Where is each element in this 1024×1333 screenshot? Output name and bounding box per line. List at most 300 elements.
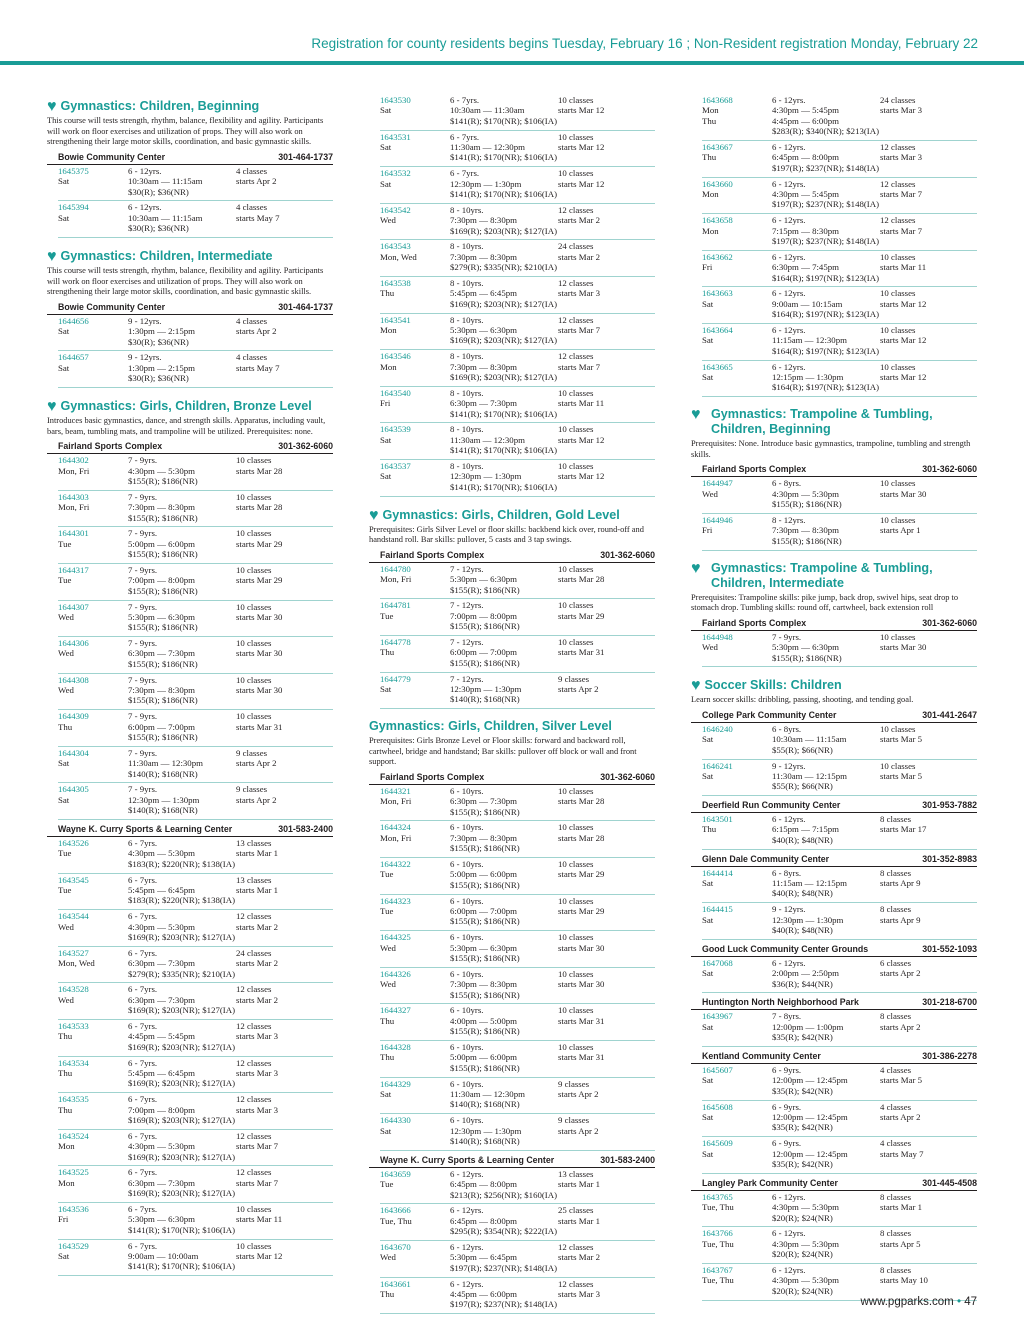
course-code[interactable]: 1643661	[380, 1278, 411, 1289]
class-entry	[58, 1093, 333, 1130]
course-code[interactable]: 1643666	[380, 1205, 411, 1216]
class-fee: $169(R); $203(NR); $127(IA)	[128, 1151, 236, 1162]
class-day: Tue, Thu	[702, 1202, 734, 1213]
course-code[interactable]: 1643540	[380, 387, 411, 398]
course-code[interactable]: 1644946	[702, 514, 733, 525]
course-code[interactable]: 1647068	[702, 957, 733, 968]
class-time: 6:30pm — 7:30pm	[128, 994, 195, 1005]
course-code[interactable]: 1643766	[702, 1228, 733, 1239]
course-code[interactable]: 1643663	[702, 288, 733, 299]
course-code[interactable]: 1643667	[702, 142, 733, 152]
course-code[interactable]: 1643529	[58, 1240, 89, 1251]
class-count: 10 classes	[880, 478, 916, 489]
age-range: 6 - 12yrs.	[772, 95, 806, 105]
age-range: 6 - 7yrs.	[128, 1021, 158, 1032]
course-code[interactable]: 1644947	[702, 478, 733, 489]
class-time: 7:00pm — 8:00pm	[128, 1104, 195, 1115]
age-range: 6 - 12yrs.	[772, 814, 806, 825]
section-title	[691, 407, 977, 437]
class-entry	[58, 637, 333, 674]
course-code[interactable]: 1643662	[702, 251, 733, 262]
class-day: Mon	[58, 1177, 75, 1188]
header-rule	[0, 61, 1024, 65]
course-code[interactable]: 1643528	[58, 984, 89, 995]
class-count: 12 classes	[558, 1278, 594, 1289]
class-time: 5:45pm — 6:45pm	[128, 1068, 195, 1079]
age-range: 8 - 10yrs.	[450, 424, 484, 435]
venue-header	[369, 771, 655, 785]
class-count: 24 classes	[880, 95, 916, 105]
class-fee: $140(R); $168(NR)	[450, 1099, 520, 1110]
age-range: 7 - 9yrs.	[128, 638, 158, 649]
age-range: 7 - 8yrs.	[772, 1011, 802, 1022]
class-count: 10 classes	[236, 455, 272, 466]
venue-name: Langley Park Community Center	[702, 1177, 838, 1188]
class-time: 4:45pm — 6:00pm	[450, 1288, 517, 1299]
course-code[interactable]: 1644778	[380, 636, 411, 647]
start-date: starts Mar 28	[236, 465, 283, 476]
age-range: 6 - 7yrs.	[128, 1057, 158, 1068]
heart-icon: ♥	[691, 406, 701, 424]
course-code[interactable]: 1643660	[702, 178, 733, 189]
page-number: 47	[964, 1296, 977, 1308]
course-code[interactable]: 1643545	[58, 874, 89, 885]
course-code[interactable]: 1644321	[380, 785, 411, 796]
class-time: 4:30pm — 5:45pm	[772, 188, 839, 199]
course-code[interactable]: 1644657	[58, 352, 89, 363]
class-count: 9 classes	[236, 747, 268, 758]
course-code[interactable]: 1644308	[58, 674, 89, 685]
class-day: Sat	[702, 1148, 714, 1159]
venue-name: Huntington North Neighborhood Park	[702, 997, 859, 1008]
age-range: 6 - 10yrs.	[450, 822, 484, 833]
course-code[interactable]: 1645609	[702, 1138, 733, 1149]
start-date: starts Mar 3	[880, 105, 923, 116]
course-code[interactable]: 1643532	[380, 168, 411, 179]
course-description: Introduces basic gymnastics, dance, and strength skills. Apparatus, including vault, bars, beam, tumbling mats, and trampoline will be utilized. Prerequisites: none.	[47, 415, 326, 436]
class-time: 7:30pm — 8:30pm	[772, 525, 839, 536]
class-time: 4:30pm — 5:30pm	[772, 1275, 839, 1286]
class-fee: $169(R); $203(NR); $127(IA)	[128, 1041, 236, 1052]
class-count: 4 classes	[880, 1138, 912, 1149]
class-fee: $155(R); $186(NR)	[128, 695, 198, 706]
start-date: starts Mar 12	[558, 105, 605, 116]
start-date: starts Mar 31	[558, 1015, 605, 1026]
class-time: 6:30pm — 7:30pm	[128, 1177, 195, 1188]
class-day: Fri	[380, 398, 391, 409]
class-fee: $213(R); $256(NR); $160(IA)	[450, 1189, 558, 1200]
course-code[interactable]: 1644330	[380, 1115, 411, 1126]
section-title-line: Gymnastics: Girls, Children, Bronze Level	[60, 398, 312, 413]
class-time: 10:30am — 11:30am	[450, 105, 525, 116]
course-code[interactable]: 1644307	[58, 601, 89, 612]
age-range: 6 - 12yrs.	[772, 361, 806, 372]
course-code[interactable]: 1644781	[380, 600, 411, 611]
age-range: 6 - 7yrs.	[450, 168, 480, 179]
course-code[interactable]: 1643501	[702, 814, 733, 825]
venue-phone: 301-218-6700	[922, 997, 977, 1008]
class-fee: $155(R); $186(NR)	[772, 535, 842, 546]
class-fee: $141(R); $170(NR); $106(IA)	[450, 188, 558, 199]
course-code[interactable]: 1644322	[380, 859, 411, 870]
course-code[interactable]: 1643539	[380, 424, 411, 435]
age-range: 6 - 12yrs.	[772, 324, 806, 335]
venue-phone: 301-445-4508	[922, 1177, 977, 1188]
class-fee: $197(R); $237(NR); $148(IA)	[772, 199, 880, 210]
start-date: starts Mar 31	[558, 1052, 605, 1063]
start-date: starts Mar 12	[880, 335, 927, 346]
class-entry	[702, 760, 977, 797]
start-date: starts Mar 1	[558, 1215, 601, 1226]
start-date: starts Apr 2	[236, 326, 277, 337]
class-time: 12:00pm — 1:00pm	[772, 1021, 844, 1032]
class-time: 9:00am — 10:00am	[128, 1250, 199, 1261]
class-entry	[702, 813, 977, 850]
start-date: starts Mar 7	[236, 1177, 279, 1188]
section-title-line: Gymnastics: Girls, Children, Silver Level	[369, 719, 612, 734]
class-fee: $169(R); $203(NR); $127(IA)	[450, 335, 558, 346]
course-code[interactable]: 1643533	[58, 1021, 89, 1032]
class-fee: $141(R); $170(NR); $106(IA)	[128, 1224, 236, 1235]
class-day: Mon, Wed	[380, 251, 417, 262]
start-date: starts Apr 2	[880, 968, 921, 979]
course-code[interactable]: 1644324	[380, 822, 411, 833]
class-time: 4:30pm — 5:45pm	[772, 105, 839, 116]
class-time: 12:15pm — 1:30pm	[772, 371, 844, 382]
start-date: starts Mar 30	[558, 942, 605, 953]
class-time: 12:00pm — 12:45pm	[772, 1075, 848, 1086]
class-count: 10 classes	[236, 564, 272, 575]
course-code[interactable]: 1643670	[380, 1242, 411, 1252]
class-count: 6 classes	[880, 957, 912, 968]
course-code[interactable]: 1644317	[58, 564, 89, 575]
class-count: 10 classes	[558, 131, 594, 142]
class-entry	[380, 1168, 655, 1205]
class-day: Sat	[380, 471, 392, 482]
class-fee: $155(R); $186(NR)	[450, 1062, 520, 1073]
class-entry	[58, 351, 333, 388]
age-range: 6 - 12yrs.	[450, 1205, 484, 1216]
class-fee: $169(R); $203(NR); $127(IA)	[128, 1115, 236, 1126]
class-day: Sat	[58, 176, 70, 187]
class-count: 10 classes	[558, 1042, 594, 1053]
course-code[interactable]: 1643534	[58, 1057, 89, 1068]
start-date: starts Mar 7	[880, 188, 923, 199]
course-code[interactable]: 1645394	[58, 202, 89, 213]
class-count: 10 classes	[236, 638, 272, 649]
age-range: 6 - 7yrs.	[128, 1094, 158, 1105]
start-date: starts May 7	[880, 1148, 924, 1159]
course-code[interactable]: 1643541	[380, 314, 411, 325]
course-code[interactable]: 1644780	[380, 563, 411, 574]
class-entry	[702, 178, 977, 215]
venue-phone: 301-583-2400	[278, 824, 333, 835]
course-code[interactable]: 1643668	[702, 95, 733, 105]
course-code[interactable]: 1643527	[58, 947, 89, 958]
class-entry	[58, 1057, 333, 1094]
class-day: Mon	[380, 361, 397, 372]
class-time: 5:30pm — 6:30pm	[450, 574, 517, 585]
age-range: 6 - 10yrs.	[450, 932, 484, 943]
course-code[interactable]: 1643665	[702, 361, 733, 372]
age-range: 6 - 12yrs.	[772, 1191, 806, 1202]
class-fee: $155(R); $186(NR)	[450, 621, 520, 632]
course-code[interactable]: 1643536	[58, 1204, 89, 1214]
class-fee: $169(R); $203(NR); $127(IA)	[450, 225, 558, 236]
class-entry	[702, 867, 977, 904]
course-code[interactable]: 1643538	[380, 277, 411, 288]
course-code[interactable]: 1644779	[380, 673, 411, 684]
class-count: 12 classes	[880, 142, 916, 152]
class-entry	[58, 710, 333, 747]
age-range: 6 - 12yrs.	[772, 288, 806, 299]
class-count: 10 classes	[558, 859, 594, 870]
class-fee: $155(R); $186(NR)	[450, 584, 520, 595]
class-fee: $140(R); $168(NR)	[128, 805, 198, 816]
start-date: starts Mar 12	[558, 471, 605, 482]
start-date: starts Mar 28	[558, 574, 605, 585]
class-fee: $155(R); $186(NR)	[772, 499, 842, 510]
class-fee: $169(R); $203(NR); $127(IA)	[450, 371, 558, 382]
class-count: 8 classes	[880, 1191, 912, 1202]
class-fee: $169(R); $203(NR); $127(IA)	[128, 1005, 236, 1016]
class-count: 12 classes	[558, 277, 594, 288]
age-range: 7 - 9yrs.	[772, 631, 802, 642]
venue-phone: 301-583-2400	[600, 1154, 655, 1165]
course-code[interactable]: 1643544	[58, 911, 89, 922]
start-date: starts Mar 7	[558, 324, 601, 335]
section-title-line: Gymnastics: Girls, Children, Gold Level	[382, 507, 620, 522]
course-code[interactable]: 1644327	[380, 1005, 411, 1016]
course-code[interactable]: 1643537	[380, 460, 411, 471]
class-fee: $140(R); $168(NR)	[450, 694, 520, 705]
class-day: Tue	[58, 885, 72, 896]
course-code[interactable]: 1646240	[702, 723, 733, 734]
class-count: 8 classes	[880, 1265, 912, 1276]
course-code[interactable]: 1644325	[380, 932, 411, 943]
course-code[interactable]: 1643524	[58, 1130, 89, 1141]
age-range: 6 - 12yrs.	[450, 1278, 484, 1289]
class-day: Wed	[58, 685, 74, 696]
class-fee: $197(R); $237(NR); $148(IA)	[450, 1262, 558, 1273]
class-count: 12 classes	[558, 351, 594, 362]
class-count: 10 classes	[880, 631, 916, 642]
age-range: 7 - 12yrs.	[450, 600, 484, 611]
class-day: Thu	[58, 1068, 73, 1079]
class-count: 9 classes	[558, 673, 590, 684]
course-code[interactable]: 1646241	[702, 760, 733, 771]
course-code[interactable]: 1645607	[702, 1065, 733, 1076]
age-range: 6 - 7yrs.	[450, 131, 480, 142]
class-entry	[380, 895, 655, 932]
course-description: Prerequisites: Girls Bronze Level or Floor skills: forward and backward roll, cartwheel, bridge and handstand; Bar skills: pullover off block or wall and front support.	[369, 736, 637, 767]
class-count: 13 classes	[236, 838, 272, 849]
class-fee: $35(R); $42(NR)	[772, 1159, 833, 1170]
class-day: Sat	[702, 1075, 714, 1086]
course-code[interactable]: 1643526	[58, 838, 89, 849]
class-fee: $155(R); $186(NR)	[450, 1026, 520, 1037]
class-day: Tue	[58, 538, 72, 549]
class-fee: $30(R); $36(NR)	[128, 373, 189, 384]
class-fee: $164(R); $197(NR); $123(IA)	[772, 345, 880, 356]
class-entry	[58, 1020, 333, 1057]
class-day: Wed	[58, 921, 74, 932]
class-entry	[58, 837, 333, 874]
age-range: 8 - 10yrs.	[450, 387, 484, 398]
class-time: 4:30pm — 5:30pm	[772, 488, 839, 499]
start-date: starts Mar 11	[880, 262, 927, 273]
course-code[interactable]: 1643531	[380, 131, 411, 142]
class-count: 10 classes	[558, 600, 594, 611]
course-code[interactable]: 1644305	[58, 784, 89, 795]
class-time: 5:30pm — 6:30pm	[128, 1214, 195, 1225]
course-code[interactable]: 1643765	[702, 1191, 733, 1202]
class-time: 12:00pm — 12:45pm	[772, 1112, 848, 1123]
course-code[interactable]: 1643535	[58, 1094, 89, 1105]
class-time: 6:30pm — 7:30pm	[128, 648, 195, 659]
course-code[interactable]: 1644306	[58, 638, 89, 649]
class-fee: $40(R); $48(NR)	[772, 888, 833, 899]
course-code[interactable]: 1644302	[58, 455, 89, 466]
class-day: Wed	[702, 642, 718, 653]
class-entry	[380, 314, 655, 351]
course-code[interactable]: 1644948	[702, 631, 733, 642]
registration-notice: Registration for county residents begins Tuesday, February 16 ; Non-Resident registration Monday, February 22	[311, 36, 978, 51]
class-time: 6:30pm — 7:30pm	[450, 398, 517, 409]
class-fee: $141(R); $170(NR); $106(IA)	[128, 1261, 236, 1272]
age-range: 7 - 9yrs.	[128, 784, 158, 795]
class-count: 10 classes	[558, 387, 594, 398]
section-title-line: Gymnastics: Children, Intermediate	[60, 248, 273, 263]
class-entry	[702, 957, 977, 994]
class-count: 13 classes	[236, 874, 272, 885]
course-code[interactable]: 1644415	[702, 904, 733, 915]
age-range: 6 - 12yrs.	[772, 215, 806, 226]
class-count: 4 classes	[236, 315, 268, 326]
class-count: 10 classes	[880, 324, 916, 335]
class-fee: $295(R); $354(NR); $222(IA)	[450, 1226, 558, 1237]
course-code[interactable]: 1643543	[380, 241, 411, 252]
course-code[interactable]: 1644656	[58, 315, 89, 326]
class-entry	[380, 1078, 655, 1115]
class-time: 7:30pm — 8:30pm	[450, 361, 517, 372]
course-code[interactable]: 1644301	[58, 528, 89, 539]
age-range: 9 - 12yrs.	[772, 904, 806, 915]
class-time: 11:30am — 12:30pm	[128, 758, 203, 769]
start-date: starts Mar 12	[558, 178, 605, 189]
class-count: 10 classes	[558, 563, 594, 574]
class-day: Sat	[380, 683, 392, 694]
class-fee: $169(R); $203(NR); $127(IA)	[450, 298, 558, 309]
age-range: 6 - 9yrs.	[772, 1065, 802, 1076]
class-entry	[58, 601, 333, 638]
course-code[interactable]: 1643525	[58, 1167, 89, 1178]
start-date: starts Mar 28	[558, 832, 605, 843]
class-time: 11:30am — 12:15pm	[772, 770, 847, 781]
class-entry	[380, 204, 655, 241]
section-title-line: Children, Intermediate	[711, 575, 844, 590]
course-code[interactable]: 1643664	[702, 324, 733, 335]
class-day: Wed	[380, 942, 396, 953]
age-range: 7 - 9yrs.	[128, 528, 158, 539]
start-date: starts Mar 11	[558, 398, 605, 409]
course-code[interactable]: 1643542	[380, 204, 411, 215]
class-day: Wed	[58, 648, 74, 659]
course-code[interactable]: 1644329	[380, 1078, 411, 1089]
course-code[interactable]: 1644323	[380, 895, 411, 906]
class-fee: $141(R); $170(NR); $106(IA)	[450, 408, 558, 419]
section-title-line: Children, Beginning	[711, 422, 831, 437]
course-code[interactable]: 1643767	[702, 1265, 733, 1276]
class-fee: $20(R); $24(NR)	[772, 1285, 833, 1296]
class-fee: $155(R); $186(NR)	[128, 475, 198, 486]
start-date: starts Apr 2	[558, 1089, 599, 1100]
class-day: Mon, Fri	[380, 796, 412, 807]
class-time: 5:45pm — 6:45pm	[450, 288, 517, 299]
footer-url[interactable]: www.pgparks.com	[860, 1296, 954, 1308]
course-code[interactable]: 1643967	[702, 1011, 733, 1022]
course-code[interactable]: 1643530	[380, 95, 411, 105]
course-code[interactable]: 1644326	[380, 968, 411, 979]
start-date: starts Mar 2	[558, 1252, 601, 1263]
class-day: Sat	[380, 1125, 392, 1136]
class-day-2: Thu	[702, 115, 717, 126]
age-range: 6 - 12yrs.	[772, 1228, 806, 1239]
course-code[interactable]: 1645375	[58, 165, 89, 176]
course-code[interactable]: 1643659	[380, 1168, 411, 1179]
course-code[interactable]: 1643546	[380, 351, 411, 362]
class-time: 4:30pm — 5:30pm	[128, 848, 195, 859]
age-range: 6 - 10yrs.	[450, 968, 484, 979]
class-day: Sat	[702, 734, 714, 745]
class-day: Thu	[380, 1015, 395, 1026]
start-date: starts Apr 2	[558, 683, 599, 694]
start-date: starts May 7	[236, 362, 280, 373]
class-fee: $141(R); $170(NR); $106(IA)	[450, 115, 558, 126]
class-count: 13 classes	[558, 1168, 594, 1179]
course-code[interactable]: 1644414	[702, 867, 733, 878]
class-entry	[380, 636, 655, 673]
heart-icon: ♥	[47, 98, 57, 115]
class-fee: $155(R); $186(NR)	[450, 953, 520, 964]
class-fee: $183(R); $220(NR); $138(IA)	[128, 858, 236, 869]
class-time: 6:30pm — 7:45pm	[772, 262, 839, 273]
class-day: Mon, Fri	[58, 502, 90, 513]
course-code[interactable]: 1643658	[702, 215, 733, 226]
course-code[interactable]: 1644328	[380, 1042, 411, 1053]
class-entry	[380, 350, 655, 387]
venue-name: College Park Community Center	[702, 709, 837, 720]
class-count: 12 classes	[880, 178, 916, 189]
class-entry	[58, 454, 333, 491]
start-date: starts Mar 29	[558, 610, 605, 621]
class-day: Wed	[58, 994, 74, 1005]
class-fee: $155(R); $186(NR)	[772, 652, 842, 663]
class-count: 12 classes	[236, 1094, 272, 1105]
course-code[interactable]: 1645608	[702, 1101, 733, 1112]
venue-header	[691, 943, 977, 957]
start-date: starts Mar 2	[236, 958, 279, 969]
venue-name: Fairland Sports Complex	[58, 441, 163, 452]
start-date: starts Mar 2	[236, 994, 279, 1005]
age-range: 6 - 12yrs.	[450, 1168, 484, 1179]
class-fee: $155(R); $186(NR)	[450, 916, 520, 927]
course-code[interactable]: 1644309	[58, 711, 89, 722]
class-time: 1:30pm — 2:15pm	[128, 326, 195, 337]
course-code[interactable]: 1644304	[58, 747, 89, 758]
class-count: 12 classes	[236, 1021, 272, 1032]
course-code[interactable]: 1644303	[58, 491, 89, 502]
